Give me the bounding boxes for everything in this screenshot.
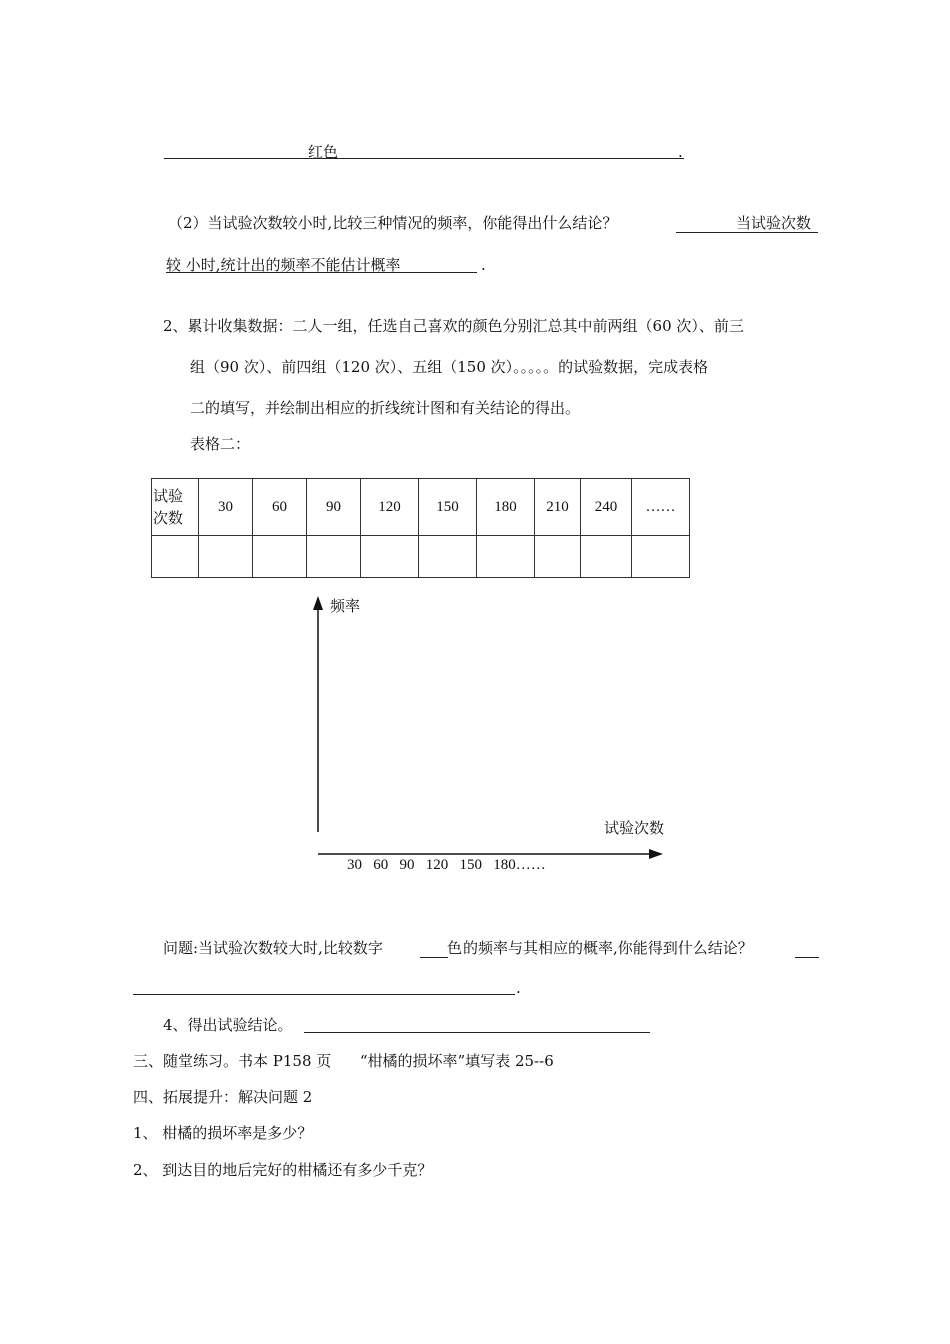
item2-line3: 二的填写，并绘制出相应的折线统计图和有关结论的得出。 (190, 399, 581, 417)
y-axis-label: 频率 (330, 597, 361, 615)
table2-header-line1: 试验 (153, 487, 184, 505)
answer-red-text: 红色 (308, 143, 339, 161)
table2-col-120: 120 (361, 479, 419, 536)
table2-col-150: 150 (419, 479, 477, 536)
x-axis-label: 试验次数 (604, 819, 665, 837)
table2-col-180: 180 (477, 479, 535, 536)
item2-line1: 2、累计收集数据：二人一组，任选自己喜欢的颜色分别汇总其中前两组（60 次）、前三 (163, 317, 744, 335)
section4-title: 四、拓展提升：解决问题 2 (133, 1088, 313, 1106)
table2-col-30: 30 (199, 479, 253, 536)
y-axis-arrow-icon (313, 596, 323, 610)
section4-q2: 2、 到达目的地后完好的柑橘还有多少千克？ (133, 1161, 433, 1179)
table2-col-240: 240 (581, 479, 632, 536)
item2-line2: 组（90 次）、前四组（120 次）、五组（150 次）。。。。。的试验数据，完成表格 (190, 358, 709, 376)
section3-text: 三、随堂练习。书本 P158 页 “柑橘的损坏率”填写表 25--6 (133, 1052, 554, 1070)
question-text2: 的频率与其相应的概率,你能得到什么结论？ (463, 939, 753, 957)
question-blank-underline (420, 957, 448, 958)
table2-col-60: 60 (253, 479, 307, 536)
question-text: 问题:当试验次数较大时,比较数字 (163, 939, 383, 957)
item4-underline (304, 1032, 650, 1033)
x-axis-ticks: 30 60 90 120 150 180…… (347, 857, 546, 873)
question-answer-underline-2 (133, 994, 515, 995)
q2-period: . (481, 256, 486, 274)
x-axis-arrow-icon (649, 849, 663, 859)
table2-col-90: 90 (307, 479, 361, 536)
table2-title: 表格二： (190, 435, 251, 453)
item4-text: 4、得出试验结论。 (163, 1016, 293, 1034)
q2-prompt: （2）当试验次数较小时,比较三种情况的频率，你能得出什么结论？ (168, 214, 618, 232)
section4-q1: 1、 柑橘的损坏率是多少？ (133, 1124, 313, 1142)
table2-col-210: 210 (535, 479, 581, 536)
question-blank-color: 色 (447, 939, 463, 957)
answer-red-period: . (678, 143, 683, 161)
question-period: . (516, 979, 521, 997)
question-answer-underline-1 (795, 957, 819, 958)
table2-col-ellipsis: …… (632, 479, 690, 536)
q2-answer-line2: 较 小时,统计出的频率不能估计概率 (166, 256, 401, 274)
table2-header-line2: 次数 (153, 509, 184, 527)
q2-answer-line1: 当试验次数 (736, 214, 812, 232)
